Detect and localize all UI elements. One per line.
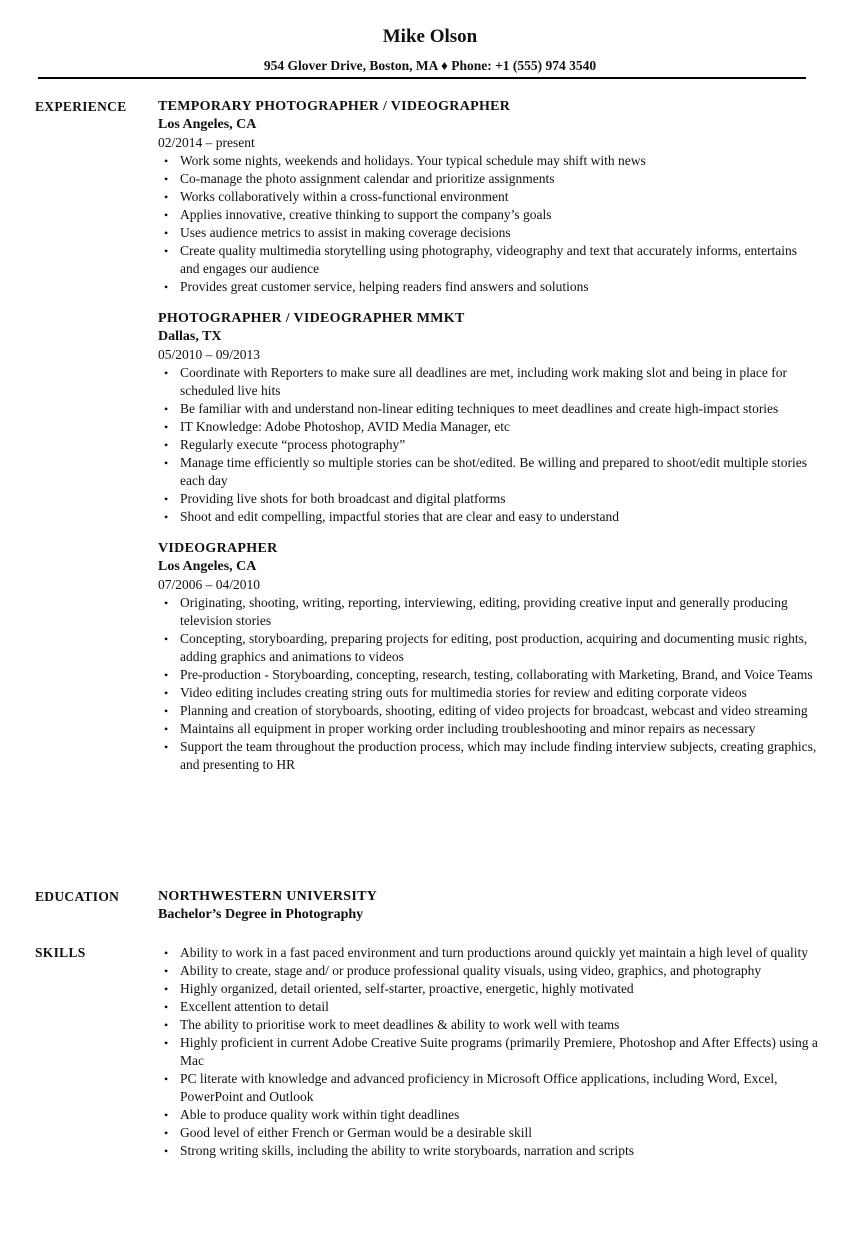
school-name: NORTHWESTERN UNIVERSITY	[158, 889, 378, 904]
bullet-icon: •	[164, 438, 169, 452]
bullet-icon: •	[164, 366, 169, 380]
bullet-icon: •	[164, 632, 169, 646]
bullet-icon: •	[164, 740, 169, 754]
bullet-icon: •	[164, 1126, 169, 1140]
bullet-item: • Uses audience metrics to assist in making coverage decisions	[164, 225, 511, 240]
bullet-item: • Provides great customer service, helping readers find answers and solutions	[164, 279, 589, 294]
job-entry	[158, 310, 818, 526]
job-title: VIDEOGRAPHER	[158, 541, 278, 556]
contact-line: 954 Glover Drive, Boston, MA ♦ Phone: +1 (555) 974 3540	[263, 58, 597, 73]
job-dates: 07/2006 – 04/2010	[158, 577, 261, 592]
degree-name: Bachelor’s Degree in Photography	[158, 907, 364, 922]
bullet-item: • IT Knowledge: Adobe Photoshop, AVID Media Manager, etc	[164, 419, 511, 434]
bullet-icon: •	[164, 1108, 169, 1122]
bullet-icon: •	[164, 1072, 169, 1086]
bullet-icon: •	[164, 420, 169, 434]
resume-header	[0, 26, 860, 75]
skill-item: • The ability to prioritise work to meet deadlines & ability to work well with teams	[164, 1017, 620, 1032]
skill-item: • Excellent attention to detail	[164, 999, 329, 1014]
bullet-icon: •	[164, 946, 169, 960]
bullet-item: • Works collaboratively within a cross-functional environment	[164, 189, 509, 204]
bullet-icon: •	[164, 668, 169, 682]
job-title: TEMPORARY PHOTOGRAPHER / VIDEOGRAPHER	[158, 99, 511, 114]
experience-heading: EXPERIENCE	[35, 99, 127, 114]
bullet-icon: •	[164, 154, 169, 168]
bullet-item: • Regularly execute “process photography”	[164, 437, 406, 452]
job-dates: 05/2010 – 09/2013	[158, 347, 261, 362]
bullet-icon: •	[164, 402, 169, 416]
bullet-item: • Concepting, storyboarding, preparing projects for editing, post production, acquiring and documenting music rights, adding graphics and animations to videos	[164, 631, 808, 664]
job-location: Los Angeles, CA	[158, 559, 257, 574]
bullet-item: • Video editing includes creating string outs for multimedia stories for review and editing corporate videos	[164, 685, 747, 700]
skill-item: • Strong writing skills, including the ability to write storyboards, narration and scripts	[164, 1143, 635, 1158]
bullet-item: • Support the team throughout the production process, which may include finding interview subjects, creating graphics, and presenting to HR	[164, 739, 817, 772]
bullet-item: • Be familiar with and understand non-linear editing techniques to meet deadlines and create high-impact stories	[164, 401, 779, 416]
bullet-icon: •	[164, 686, 169, 700]
skills-heading: SKILLS	[35, 945, 86, 960]
bullet-icon: •	[164, 456, 169, 470]
bullet-item: • Create quality multimedia storytelling using photography, videography and text that accurately informs, entertains and engages our audience	[164, 243, 797, 276]
bullet-icon: •	[164, 226, 169, 240]
bullet-item: • Work some nights, weekends and holidays. Your typical schedule may shift with news	[164, 153, 646, 168]
bullet-icon: •	[164, 492, 169, 506]
header-divider	[38, 77, 806, 79]
bullet-item: • Shoot and edit compelling, impactful stories that are clear and easy to understand	[164, 509, 619, 524]
bullet-icon: •	[164, 596, 169, 610]
skill-item: • Good level of either French or German would be a desirable skill	[164, 1125, 533, 1140]
job-entry	[158, 540, 818, 774]
skill-item: • PC literate with knowledge and advanced proficiency in Microsoft Office applications, including Word, Excel, PowerPoint and Outlook	[164, 1071, 778, 1104]
bullet-icon: •	[164, 704, 169, 718]
experience-body	[158, 98, 818, 788]
bullet-item: • Manage time efficiently so multiple stories can be shot/edited. Be willing and prepared to shoot/edit multiple stories each day	[164, 455, 807, 488]
bullet-item: • Coordinate with Reporters to make sure all deadlines are met, including work making slot and being in place for scheduled live hits	[164, 365, 787, 398]
education-heading: EDUCATION	[35, 889, 120, 904]
bullet-item: • Providing live shots for both broadcast and digital platforms	[164, 491, 506, 506]
candidate-name: Mike Olson	[382, 26, 478, 47]
bullet-icon: •	[164, 722, 169, 736]
job-bullets	[158, 364, 818, 526]
bullet-icon: •	[164, 172, 169, 186]
job-bullets	[158, 152, 818, 296]
job-bullets	[158, 594, 818, 774]
bullet-item: • Planning and creation of storyboards, shooting, editing of video projects for broadcast, webcast and video streaming	[164, 703, 808, 718]
bullet-icon: •	[164, 1000, 169, 1014]
skill-item: • Able to produce quality work within tight deadlines	[164, 1107, 460, 1122]
bullet-icon: •	[164, 964, 169, 978]
job-location: Los Angeles, CA	[158, 117, 257, 132]
bullet-icon: •	[164, 510, 169, 524]
skills-list	[158, 944, 818, 1160]
skill-item: • Highly proficient in current Adobe Creative Suite programs (primarily Premiere, Photoshop and After Effects) using a Mac	[164, 1035, 818, 1068]
bullet-icon: •	[164, 982, 169, 996]
job-title: PHOTOGRAPHER / VIDEOGRAPHER MMKT	[158, 311, 465, 326]
skill-item: • Ability to work in a fast paced environment and turn productions around quickly yet maintain a high level of quality	[164, 945, 808, 960]
bullet-item: • Pre-production - Storyboarding, concepting, research, testing, collaborating with Marketing, Brand, and Voice Teams	[164, 667, 813, 682]
bullet-item: • Originating, shooting, writing, reporting, interviewing, editing, providing creative input and generally producing television stories	[164, 595, 788, 628]
bullet-icon: •	[164, 190, 169, 204]
skills-body	[158, 944, 818, 1160]
skill-item: • Ability to create, stage and/ or produce professional quality visuals, using video, graphics, and photography	[164, 963, 762, 978]
job-location: Dallas, TX	[158, 329, 222, 344]
education-body	[158, 888, 818, 924]
job-entry	[158, 98, 818, 296]
bullet-icon: •	[164, 280, 169, 294]
job-dates: 02/2014 – present	[158, 135, 255, 150]
bullet-item: • Maintains all equipment in proper working order including troubleshooting and minor repairs as necessary	[164, 721, 756, 736]
bullet-item: • Co-manage the photo assignment calendar and prioritize assignments	[164, 171, 555, 186]
bullet-icon: •	[164, 1036, 169, 1050]
bullet-item: • Applies innovative, creative thinking to support the company’s goals	[164, 207, 552, 222]
bullet-icon: •	[164, 208, 169, 222]
skill-item: • Highly organized, detail oriented, self-starter, proactive, energetic, highly motivated	[164, 981, 634, 996]
bullet-icon: •	[164, 1144, 169, 1158]
bullet-icon: •	[164, 1018, 169, 1032]
bullet-icon: •	[164, 244, 169, 258]
